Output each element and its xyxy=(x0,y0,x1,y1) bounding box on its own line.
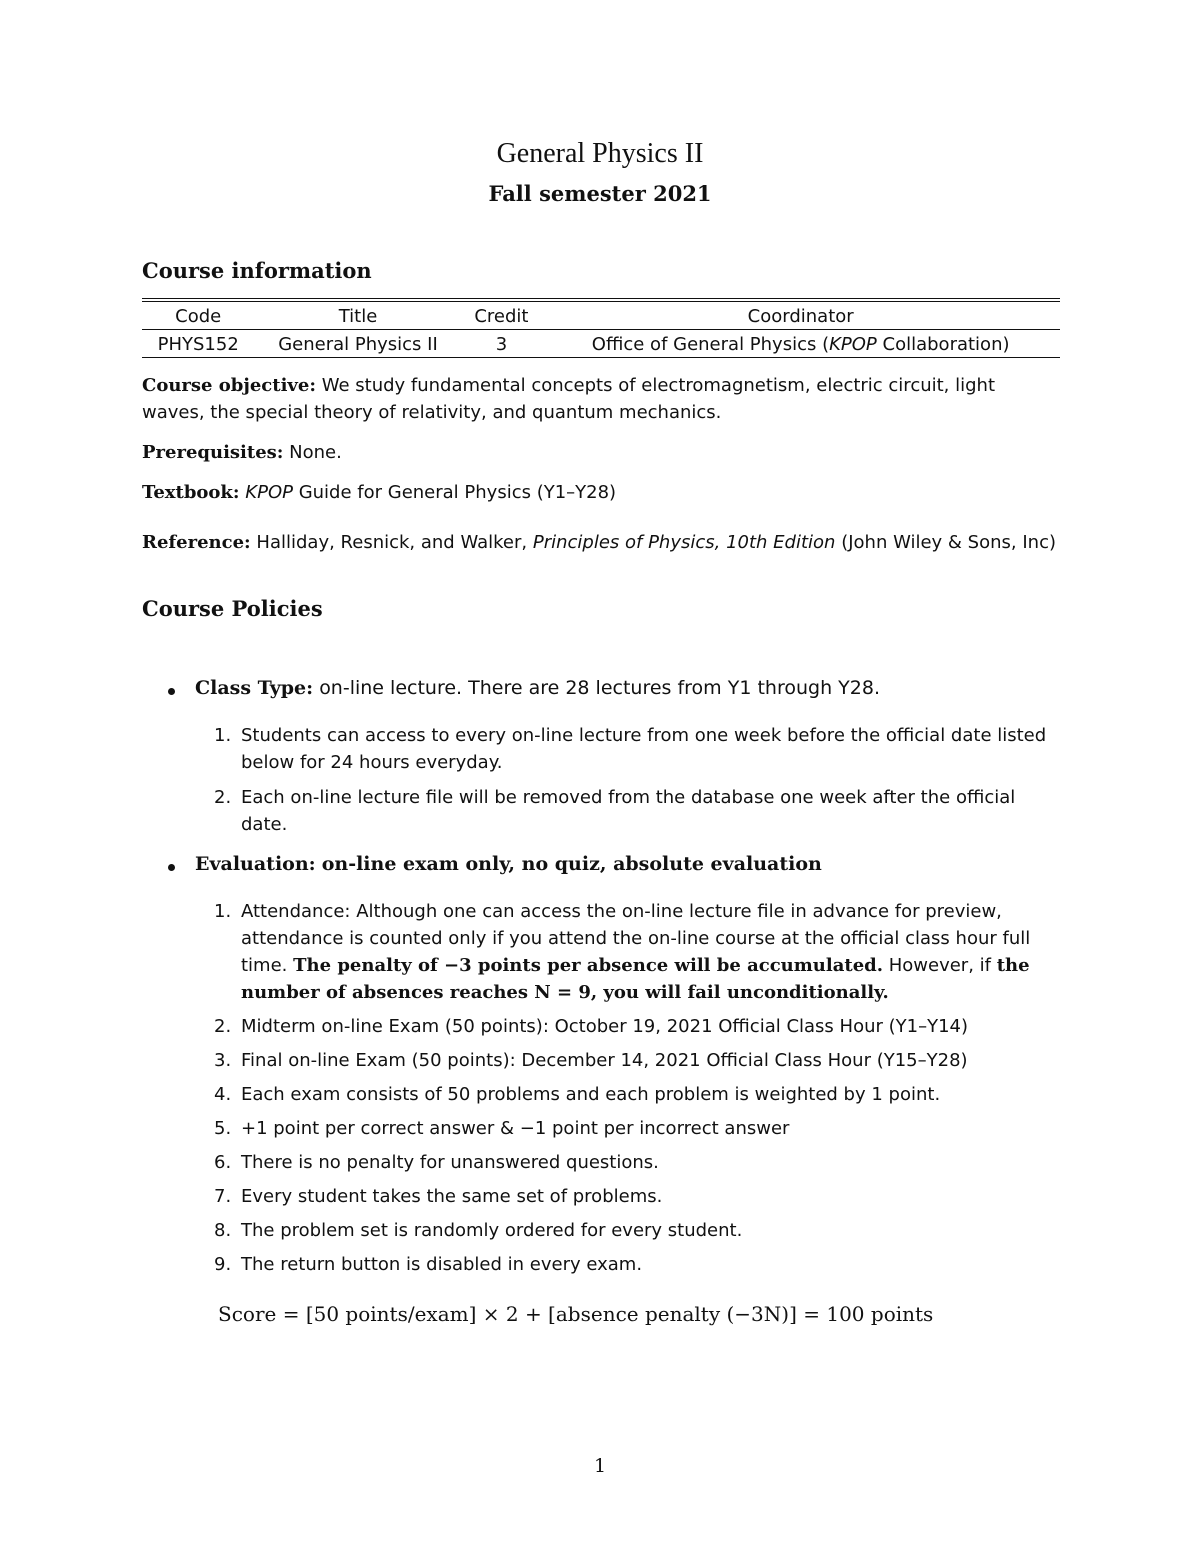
attendance-mid: However, if xyxy=(883,955,997,976)
list-item xyxy=(214,1251,1060,1278)
list-item xyxy=(214,1013,1060,1040)
list-item-text: There is no penalty for unanswered questions. xyxy=(241,1152,659,1173)
coordinator-pre: Office of General Physics ( xyxy=(591,333,830,355)
list-item-text: +1 point per correct answer & −1 point per incorrect answer xyxy=(241,1118,790,1139)
attendance-penalty: The penalty of −3 points per absence will be accumulated. xyxy=(293,955,884,976)
column-header-code: Code xyxy=(175,305,222,327)
cell-coordinator xyxy=(541,330,1060,358)
attendance-pre: Attendance: Although one can access the on-line lecture file in advance for preview, attendance is counted only if you attend the on-line course at the official class hour full time. xyxy=(241,901,1031,976)
course-objective-label: Course objective: xyxy=(142,375,316,396)
list-number: 1. xyxy=(214,725,232,746)
textbook-text: Guide for General Physics (Y1–Y28) xyxy=(292,482,617,503)
reference-post: (John Wiley & Sons, Inc) xyxy=(835,532,1056,553)
list-number: 8. xyxy=(214,1220,232,1241)
list-number: 5. xyxy=(214,1118,232,1139)
list-number: 1. xyxy=(214,901,232,922)
list-item xyxy=(214,1149,1060,1176)
evaluation-desc: on-line exam only, no quiz, absolute evaluation xyxy=(321,853,822,875)
table-header-row xyxy=(142,300,1060,330)
list-number: 7. xyxy=(214,1186,232,1207)
attendance-fail: the number of absences reaches N = 9, you will fail unconditionally. xyxy=(241,955,1030,1003)
coordinator-post: Collaboration) xyxy=(876,333,1010,355)
evaluation-label: Evaluation: xyxy=(195,853,316,875)
class-type-desc: on-line lecture. There are 28 lectures from Y1 through Y28. xyxy=(319,677,880,699)
course-info-table xyxy=(142,298,1060,358)
list-item xyxy=(214,1115,1060,1142)
reference-pre: Halliday, Resnick, and Walker, xyxy=(256,532,533,553)
textbook-label: Textbook: xyxy=(142,482,240,503)
list-item-text: Students can access to every on-line lecture from one week before the official date listed below for 24 hours everyday. xyxy=(241,725,1047,773)
reference xyxy=(142,529,1060,556)
list-number: 6. xyxy=(214,1152,232,1173)
page-number: 1 xyxy=(593,1455,607,1477)
list-item xyxy=(214,1081,1060,1108)
list-number: 9. xyxy=(214,1254,232,1275)
evaluation-text xyxy=(195,853,822,875)
list-item-text: Final on-line Exam (50 points): December 14, 2021 Official Class Hour (Y15–Y28) xyxy=(241,1050,968,1071)
course-information-heading: Course information xyxy=(142,258,372,283)
list-item-text: The return button is disabled in every exam. xyxy=(241,1254,643,1275)
class-type-label: Class Type: xyxy=(195,677,314,699)
list-item-text: Every student takes the same set of problems. xyxy=(241,1186,663,1207)
bullet-dot-icon xyxy=(168,688,175,695)
list-item-text: Each on-line lecture file will be removed from the database one week after the official date. xyxy=(241,787,1016,835)
textbook-kpop: KPOP xyxy=(245,482,293,503)
course-objective-text: We study fundamental concepts of electromagnetism, electric circuit, light waves, the special theory of relativity, and quantum mechanics. xyxy=(142,375,996,423)
list-item-text: Midterm on-line Exam (50 points): October 19, 2021 Official Class Hour (Y1–Y14) xyxy=(241,1016,969,1037)
cell-credit: 3 xyxy=(495,333,508,355)
prerequisites xyxy=(142,439,1060,466)
document-title: General Physics II xyxy=(496,138,704,169)
list-item xyxy=(214,1217,1060,1244)
score-formula: Score = [50 points/exam] × 2 + [absence penalty (−3N)] = 100 points xyxy=(218,1302,934,1326)
reference-label: Reference: xyxy=(142,532,251,553)
list-number: 3. xyxy=(214,1050,232,1071)
course-objective xyxy=(142,372,1060,426)
list-item xyxy=(214,784,1060,838)
list-number: 4. xyxy=(214,1084,232,1105)
course-policies-heading: Course Policies xyxy=(142,596,323,621)
column-header-credit: Credit xyxy=(474,305,529,327)
list-item-text: Each exam consists of 50 problems and each problem is weighted by 1 point. xyxy=(241,1084,941,1105)
list-item xyxy=(214,1047,1060,1074)
reference-book-title: Principles of Physics, 10th Edition xyxy=(532,532,836,553)
cell-code: PHYS152 xyxy=(157,333,239,355)
document-subtitle: Fall semester 2021 xyxy=(488,181,712,206)
class-type-text xyxy=(195,677,880,699)
list-item xyxy=(214,1183,1060,1210)
bullet-dot-icon xyxy=(168,864,175,871)
textbook xyxy=(142,479,1060,506)
attendance-text xyxy=(241,898,1060,1006)
kpop-emphasis: KPOP xyxy=(829,333,877,355)
prerequisites-label: Prerequisites: xyxy=(142,442,284,463)
list-item xyxy=(214,722,1060,776)
column-header-title: Title xyxy=(338,305,378,327)
list-number: 2. xyxy=(214,787,232,808)
column-header-coordinator: Coordinator xyxy=(747,305,854,327)
cell-title: General Physics II xyxy=(278,333,438,355)
list-number: 2. xyxy=(214,1016,232,1037)
list-item-attendance xyxy=(214,898,1060,1006)
list-item-text: The problem set is randomly ordered for every student. xyxy=(241,1220,743,1241)
prerequisites-text: None. xyxy=(289,442,342,463)
table-row xyxy=(142,330,1060,358)
